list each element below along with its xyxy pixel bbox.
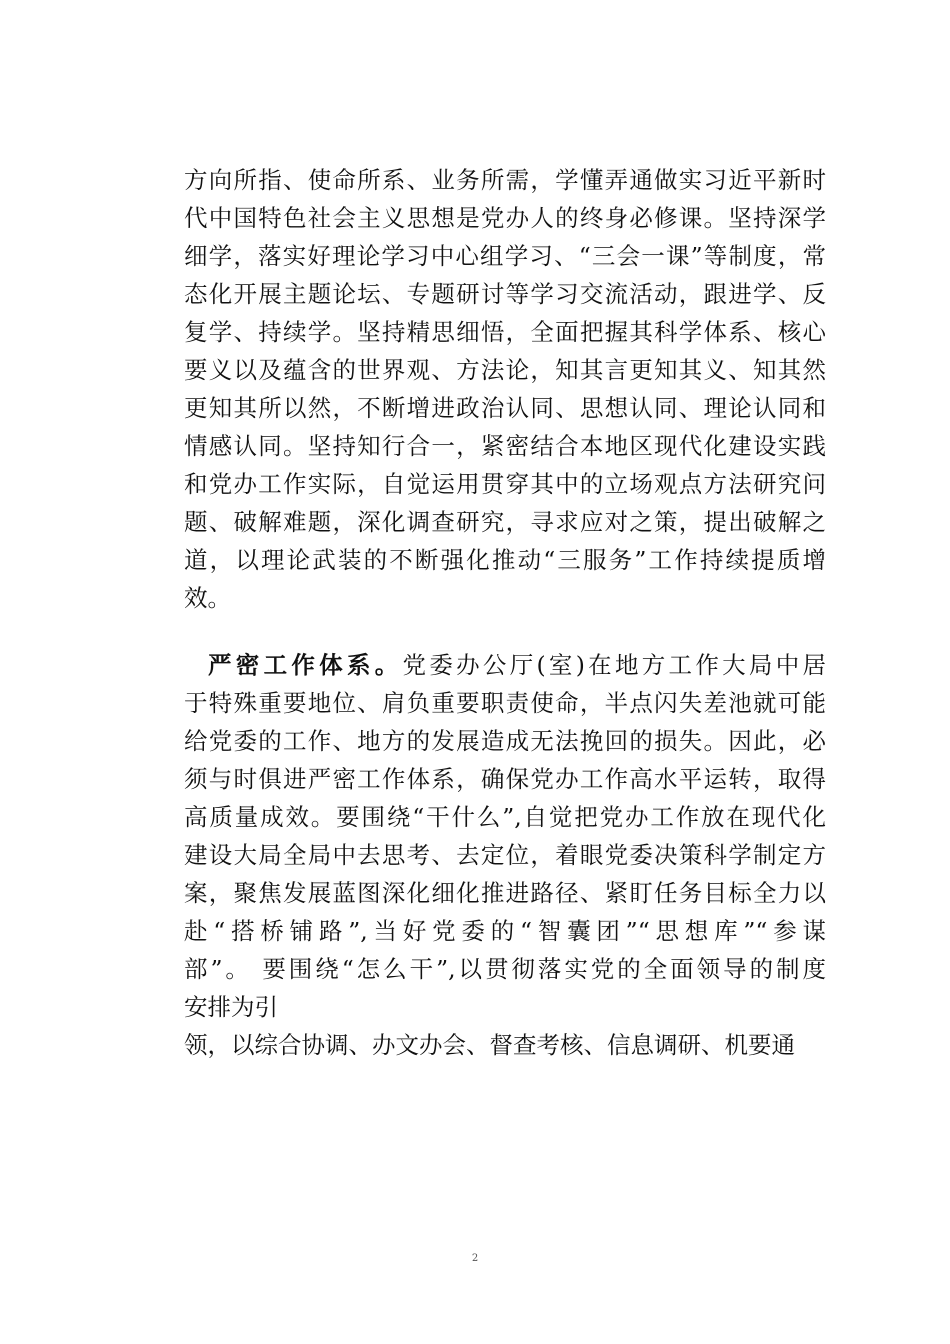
- paragraph-line: 情感认同。坚持知行合一，紧密结合本地区现代化建设实践: [184, 432, 826, 460]
- paragraph-line: 道，以理论武装的不断强化推动“三服务”工作持续提质增: [184, 546, 826, 574]
- paragraph-line: 方向所指、使命所系、业务所需，学懂弄通做实习近平新时: [184, 166, 826, 194]
- paragraph-line: 案，聚焦发展蓝图深化细化推进路径、紧盯任务目标全力以: [184, 879, 826, 907]
- paragraph-line: 效。: [184, 584, 231, 612]
- paragraph-line: 态化开展主题论坛、专题研讨等学习交流活动，跟进学、反: [184, 280, 826, 308]
- paragraph-first-line: [184, 646, 826, 684]
- paragraph-1: [184, 161, 826, 617]
- paragraph-line: 复学、持续学。坚持精思细悟，全面把握其科学体系、核心: [184, 318, 826, 346]
- paragraph-line: 高质量成效。要围绕“干什么”,自觉把党办工作放在现代化: [184, 803, 826, 831]
- paragraph-line: 赴“搭桥铺路”,当好党委的“智囊团”“思想库”“参谋: [184, 917, 826, 945]
- section-lead-heading: 严密工作体系。: [208, 651, 403, 679]
- page-number: 2: [471, 1253, 479, 1264]
- paragraph-line: 给党委的工作、地方的发展造成无法挽回的损失。因此，必: [184, 727, 826, 755]
- paragraph-line: 更知其所以然，不断增进政治认同、思想认同、理论认同和: [184, 394, 826, 422]
- paragraph-line-rest: 党委办公厅(室)在地方工作大局中居: [402, 651, 826, 679]
- paragraph-line: 细学，落实好理论学习中心组学习、“三会一课”等制度，常: [184, 242, 826, 270]
- paragraph-line: 领，以综合协调、办文办会、督查考核、信息调研、机要通: [184, 1031, 795, 1059]
- paragraph-line: 要义以及蕴含的世界观、方法论，知其言更知其义、知其然: [184, 356, 826, 384]
- paragraph-line: 和党办工作实际，自觉运用贯穿其中的立场观点方法研究问: [184, 470, 826, 498]
- paragraph-line: 部”。 要围绕“怎么干”,以贯彻落实党的全面领导的制度: [184, 955, 826, 983]
- paragraph-line: 于特殊重要地位、肩负重要职责使命，半点闪失差池就可能: [184, 689, 826, 717]
- paragraph-line: 建设大局全局中去思考、去定位，着眼党委决策科学制定方: [184, 841, 826, 869]
- paragraph-2: [184, 646, 826, 1064]
- paragraph-line: 须与时俱进严密工作体系，确保党办工作高水平运转，取得: [184, 765, 826, 793]
- paragraph-line: 代中国特色社会主义思想是党办人的终身必修课。坚持深学: [184, 204, 826, 232]
- paragraph-line: 题、破解难题，深化调查研究，寻求应对之策，提出破解之: [184, 508, 826, 536]
- paragraph-line: 安排为引: [184, 993, 278, 1021]
